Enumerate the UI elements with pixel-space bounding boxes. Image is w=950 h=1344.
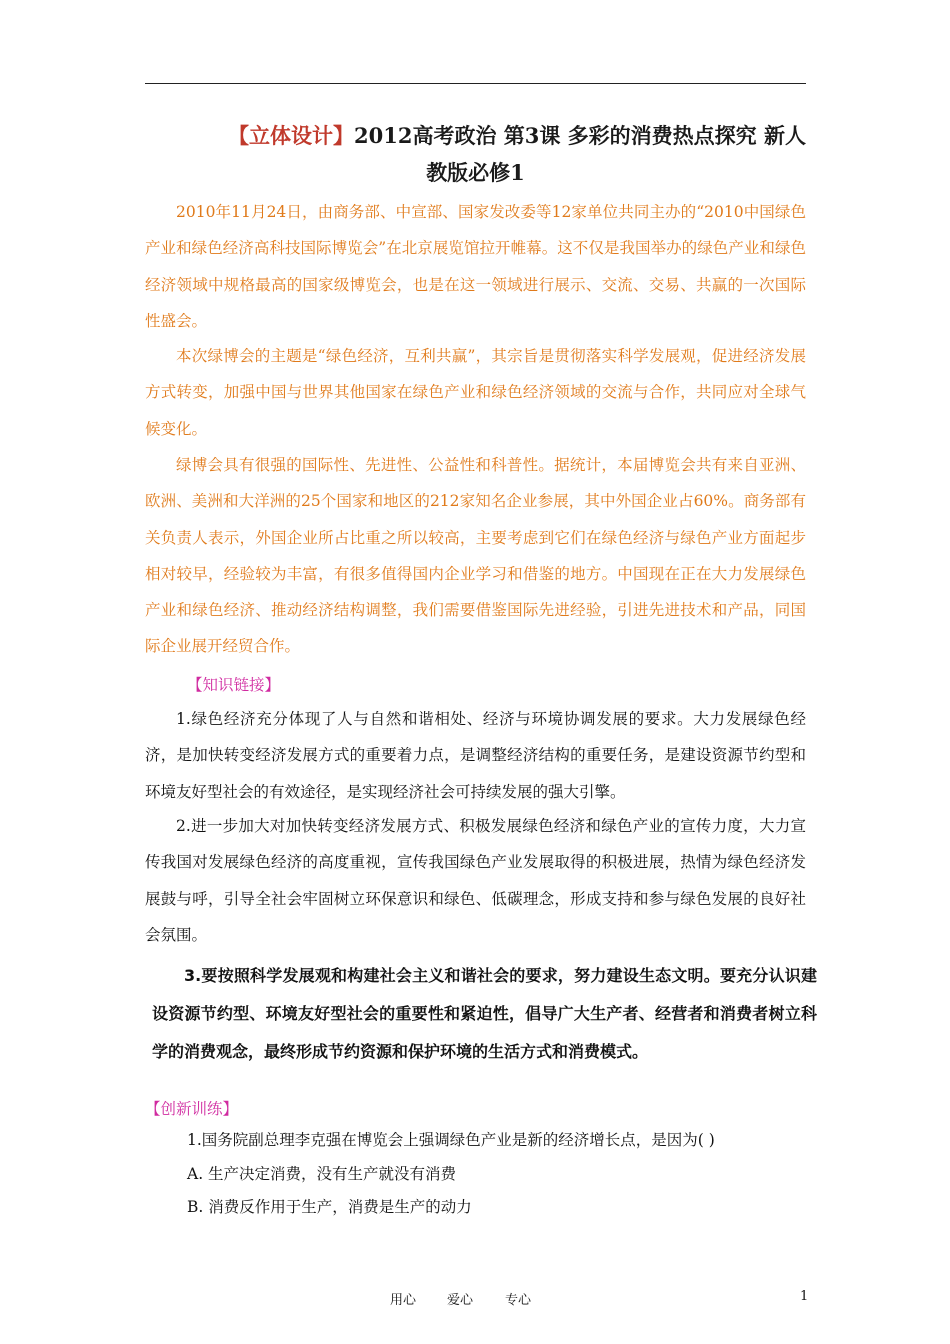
knowledge-item-1: 1.绿色经济充分体现了人与自然和谐相处、经济与环境协调发展的要求。大力发展绿色经济，是加快转变经济发展方式的重要着力点，是调整经济结构的重要任务，是建设资源节约型和环境友好型社会的有效途径，是实现经济社会可持续发展的强大引擎。 [145, 710, 806, 801]
training-tag: 【创新训练】 [145, 1100, 239, 1118]
paragraph-intro: 2010年11月24日，由商务部、中宣部、国家发改委等12家单位共同主办的“2010中国绿色产业和绿色经济高科技国际博览会”在北京展览馆拉开帷幕。这不仅是我国举办的绿色产业和绿色经济领域中规格最高的国家级博览会，也是在这一领域进行展示、交流、交易、共赢的一次国际性盛会。 [145, 203, 806, 330]
title-text: 2012高考政治 第3课 多彩的消费热点探究 新人 [354, 123, 806, 148]
paragraph-theme: 本次绿博会的主题是“绿色经济，互利共赢”，其宗旨是贯彻落实科学发展观，促进经济发展方式转变，加强中国与世界其他国家在绿色产业和绿色经济领域的交流与合作，共同应对全球气候变化。 [145, 347, 806, 438]
knowledge-item-2: 2.进一步加大对加快转变经济发展方式、积极发展绿色经济和绿色产业的宣传力度，大力宣传我国对发展绿色经济的高度重视，宣传我国绿色产业发展取得的积极进展，热情为绿色经济发展鼓与呼，引导全社会牢固树立环保意识和绿色、低碳理念，形成支持和参与绿色发展的良好社会氛围。 [145, 817, 806, 944]
option-a: A. 生产决定消费，没有生产就没有消费 [187, 1165, 457, 1183]
footer-word-2: 爱心 [447, 1293, 474, 1308]
footer-word-1: 用心 [390, 1293, 417, 1308]
option-b: B. 消费反作用于生产，消费是生产的动力 [187, 1198, 472, 1216]
page-number: 1 [800, 1289, 809, 1304]
knowledge-tag: 【知识链接】 [187, 676, 281, 694]
title-bracket: 【立体设计】 [228, 123, 354, 148]
paragraph-stats: 绿博会具有很强的国际性、先进性、公益性和科普性。据统计，本届博览会共有来自亚洲、欧洲、美洲和大洋洲的25个国家和地区的212家知名企业参展，其中外国企业占60%。商务部有关负责人表示，外国企业所占比重之所以较高，主要考虑到它们在绿色经济与绿色产业方面起步相对较早，经验较为丰富，有很多值得国内企业学习和借鉴的地方。中国现在正在大力发展绿色产业和绿色经济、推动经济结构调整，我们需要借鉴国际先进经验，引进先进技术和产品，同国际企业展开经贸合作。 [145, 456, 806, 656]
knowledge-item-3: 3.要按照科学发展观和构建社会主义和谐社会的要求，努力建设生态文明。要充分认识建设资源节约型、环境友好型社会的重要性和紧迫性，倡导广大生产者、经营者和消费者树立科学的消费观念，最终形成节约资源和保护环境的生活方式和消费模式。 [152, 966, 817, 1061]
header-rule [145, 83, 806, 84]
footer-word-3: 专心 [505, 1293, 532, 1308]
document-title-line2: 教版必修1 [426, 160, 525, 185]
document-title-line1 [145, 118, 806, 154]
question-1: 1.国务院副总理李克强在博览会上强调绿色产业是新的经济增长点，是因为( ) [187, 1131, 715, 1149]
